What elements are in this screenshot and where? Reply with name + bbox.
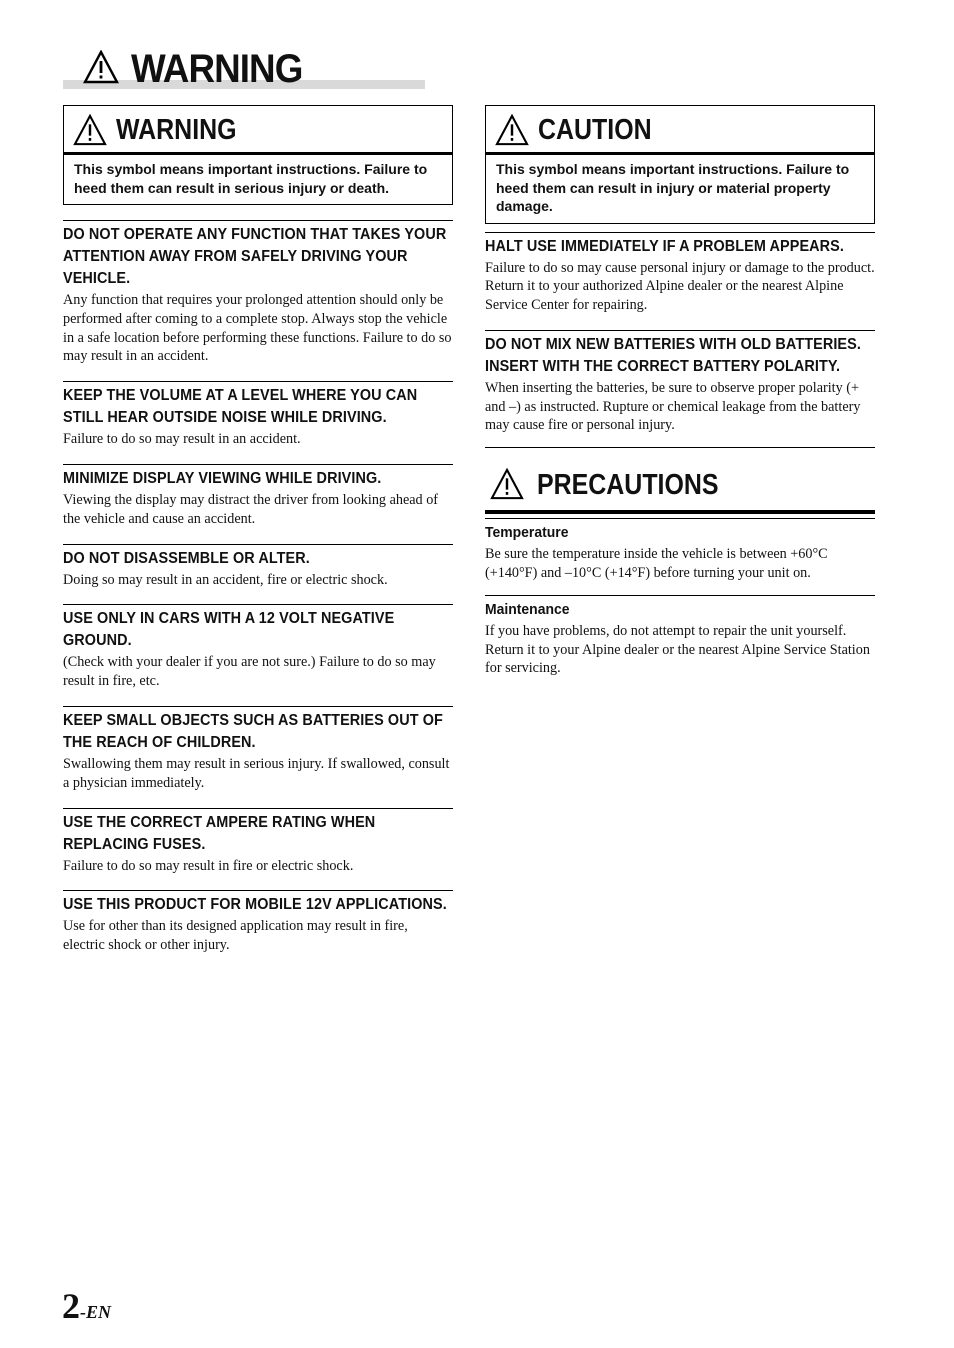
warning-box-text: This symbol means important instructions. Failure to heed them can result in serious injury or death. (74, 161, 428, 196)
page-number-suffix: -EN (80, 1302, 111, 1322)
precaution-body: Be sure the temperature inside the vehicle is between +60°C (+140°F) and –10°C (+14°F) before turning your unit on. (485, 546, 828, 582)
page-number-value: 2 (62, 1286, 80, 1326)
section-divider (485, 447, 875, 448)
warning-triangle-icon (83, 50, 119, 84)
precaution-item-maintenance (485, 595, 875, 678)
caution-item-body: Failure to do so may cause personal injury or damage to the product. Return it to your authorized Alpine dealer or the nearest Alpine Service Center for repairing. (485, 259, 875, 314)
page-header (63, 46, 425, 92)
warning-item-body: Any function that requires your prolonged attention should only be performed after coming to a complete stop. Always stop the vehicle in a safe location before performing these functions. Failure to do so may result in an accident. (63, 292, 452, 365)
precaution-item-temperature (485, 518, 875, 583)
precautions-title: PRECAUTIONS (537, 469, 719, 502)
caution-box-text: This symbol means important instructions. Failure to heed them can result in injury or material property damage. (496, 161, 850, 214)
caution-item (485, 232, 875, 315)
precaution-heading: Maintenance (485, 600, 570, 618)
caution-item (485, 330, 875, 435)
warning-item (63, 706, 453, 793)
precautions-header (485, 462, 875, 514)
warning-item (63, 381, 453, 449)
warning-item-body: Viewing the display may distract the driver from looking ahead of the vehicle and cause an accident. (63, 491, 439, 527)
page-number (62, 1286, 111, 1326)
caution-box-title: CAUTION (538, 114, 652, 146)
warning-item (63, 808, 453, 876)
warning-item-body: Swallowing them may result in serious injury. If swallowed, consult a physician immediately. (63, 755, 450, 791)
warning-item-body: Doing so may result in an accident, fire or electric shock. (63, 571, 388, 588)
warning-item-body: Failure to do so may result in an accident. (63, 431, 301, 448)
warning-item-body: Use for other than its designed application may result in fire, electric shock or other injury. (63, 918, 408, 954)
caution-item-heading: DO NOT MIX NEW BATTERIES WITH OLD BATTERIES. INSERT WITH THE CORRECT BATTERY POLARITY. (485, 335, 861, 375)
caution-item-heading: HALT USE IMMEDIATELY IF A PROBLEM APPEARS. (485, 237, 844, 255)
warning-item-heading: DO NOT OPERATE ANY FUNCTION THAT TAKES YOUR ATTENTION AWAY FROM SAFELY DRIVING YOUR VEHICLE. (63, 226, 447, 287)
warning-column (63, 105, 453, 955)
caution-column (485, 105, 875, 678)
warning-box-header (64, 106, 452, 155)
warning-triangle-icon (73, 114, 107, 146)
caution-item-body: When inserting the batteries, be sure to observe proper polarity (+ and –) as instructed. Rupture or chemical leakage from the battery may cause fire or personal injury. (485, 379, 861, 434)
warning-box-title: WARNING (116, 114, 237, 146)
warning-item (63, 890, 453, 955)
caution-triangle-icon (490, 468, 524, 500)
caution-triangle-icon (495, 114, 529, 146)
warning-item (63, 544, 453, 590)
warning-item-heading: USE THIS PRODUCT FOR MOBILE 12V APPLICATIONS. (63, 896, 447, 914)
warning-item-body: (Check with your dealer if you are not sure.) Failure to do so may result in fire, etc. (63, 654, 436, 690)
warning-item-heading: DO NOT DISASSEMBLE OR ALTER. (63, 549, 310, 567)
warning-item (63, 220, 453, 366)
warning-definition-box (63, 105, 453, 205)
precaution-heading: Temperature (485, 524, 569, 542)
precaution-body: If you have problems, do not attempt to repair the unit yourself. Return it to your Alpine dealer or the nearest Alpine Service Station for servicing. (485, 622, 870, 677)
warning-item (63, 604, 453, 691)
warning-item-heading: USE ONLY IN CARS WITH A 12 VOLT NEGATIVE GROUND. (63, 610, 395, 650)
warning-item-heading: MINIMIZE DISPLAY VIEWING WHILE DRIVING. (63, 469, 382, 487)
warning-item-body: Failure to do so may result in fire or electric shock. (63, 857, 354, 874)
caution-box-header (486, 106, 874, 155)
warning-item-heading: KEEP SMALL OBJECTS SUCH AS BATTERIES OUT OF THE REACH OF CHILDREN. (63, 711, 443, 751)
warning-item-heading: KEEP THE VOLUME AT A LEVEL WHERE YOU CAN STILL HEAR OUTSIDE NOISE WHILE DRIVING. (63, 387, 418, 427)
warning-item-heading: USE THE CORRECT AMPERE RATING WHEN REPLACING FUSES. (63, 813, 376, 853)
warning-item (63, 464, 453, 529)
page-title: WARNING (131, 47, 303, 91)
caution-definition-box (485, 105, 875, 224)
